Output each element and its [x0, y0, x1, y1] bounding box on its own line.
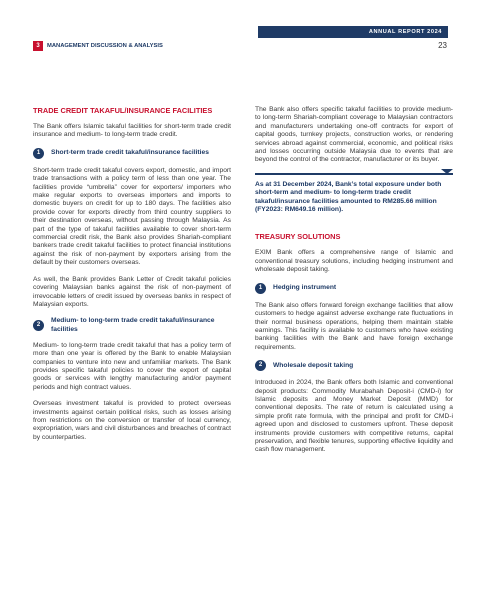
subsection-short-term — [33, 148, 231, 159]
number-badge: 2 — [33, 320, 44, 331]
subsection-title: Short-term trade credit takaful/insurance facilities — [51, 149, 209, 157]
number-badge: 1 — [255, 283, 266, 294]
trade-credit-intro: The Bank offers Islamic takaful facilities for short-term trade credit insurance and medium- to long-term trade credit. — [33, 123, 231, 139]
treasury-heading: TREASURY SOLUTIONS — [255, 232, 341, 242]
section-number-badge: 3 — [33, 41, 43, 51]
paragraph: Medium- to long-term trade credit takaful that has a policy term of more than one year is offered by the Bank to enable Malaysian companies to venture into new and unfamiliar markets. The Bank provides specific takaful policies to cover the export of capital goods or services with lengthy manufacturing and/or payment periods and high contract values. — [33, 341, 231, 391]
subsection-title: Medium- to long-term trade credit takaful/insurance facilities — [51, 317, 215, 333]
callout-pointer — [441, 169, 453, 174]
paragraph: Overseas investment takaful is provided to protect overseas investments against certain political risks, such as losses arising from restrictions on the conversion or transfer of local currency, expropriation, wars and civil disturbances and breaches of contract by counterparties. — [33, 400, 231, 441]
annual-report-banner: ANNUAL REPORT 2024 — [258, 26, 448, 38]
left-column — [33, 106, 231, 450]
subsection-medium-long-term — [33, 317, 231, 333]
paragraph: The Bank also offers forward foreign exchange facilities that allow customers to hedge against adverse exchange rate fluctuations in their normal business operations, helping them maintain stable earnings. This facility is available to customers who have existing banking facilities with the Bank and have foreign exchange requirements. — [255, 301, 453, 351]
trade-credit-heading: TRADE CREDIT TAKAFUL/INSURANCE FACILITIES — [33, 106, 213, 115]
number-badge: 2 — [255, 360, 266, 371]
section-title: MANAGEMENT DISCUSSION & ANALYSIS — [47, 43, 163, 49]
subsection-title: Wholesale deposit taking — [273, 361, 354, 369]
paragraph: Short-term trade credit takaful covers export, domestic, and import trade transactions with a policy term of less than one year. The facilities provide “umbrella” cover for exporters/ importers who make regular exports to overseas importers and imports to domestic buyers on credit for up to 180 days. The facilities also provide cover for exports directly from third country suppliers to their destination overseas, without passing through Malaysia. As part of the type of takaful facilities available to cover short-term commercial credit risk, the Bank also provides Shariah-compliant bankers trade credit takaful facilities to protect financial institutions against the risk of non-payment by exporters arising from the default by their customers overseas. — [33, 166, 231, 267]
page-header — [33, 40, 447, 52]
subsection-wholesale-deposit — [255, 360, 453, 371]
number-badge: 1 — [33, 148, 44, 159]
exposure-callout — [255, 173, 453, 215]
subsection-hedging — [255, 283, 453, 294]
callout-text: As at 31 December 2024, Bank’s total exposure under both short-term and medium- to long-term trade credit takaful/insurance facilities amounted to RM285.66 million (FY2023: RM649.16 million). — [255, 180, 442, 214]
treasury-intro: EXIM Bank offers a comprehensive range of Islamic and conventional treasury solutions, including hedging instrument and wholesale deposit taking. — [255, 249, 453, 274]
subsection-title: Hedging instrument — [273, 284, 337, 292]
paragraph: The Bank also offers specific takaful facilities to provide medium- to long-term Shariah-compliant coverage to Malaysian contractors and manufacturers undertaking one-off contracts for export of capital goods, turnkey projects, construction works, or rendering services abroad against commercial, economic, and political risks and losses occurring outside Malaysia due to events that are beyond the control of the contractor, manufacturer or its buyer. — [255, 106, 453, 164]
page-number: 23 — [438, 41, 447, 50]
callout-rule — [255, 173, 453, 175]
paragraph: As well, the Bank provides Bank Letter of Credit takaful policies covering Malaysian banks against the risk of non-payment of irrevocable letters of credit issued by overseas banks in respect of Malaysian exports. — [33, 275, 231, 308]
right-column — [255, 106, 453, 463]
paragraph: Introduced in 2024, the Bank offers both Islamic and conventional deposit products: Commodity Murabahah Deposit-i (CMD-i) for Islamic deposits and Money Market Deposit (MMD) for conventional deposits. The rate of return is calculated using a simple profit rate formula, with the principal and profit for CMD-i agreed upon and disclosed to customers upfront. These deposit instruments provide customers with competitive returns, capital preservation, and flexible tenures, supporting effective liquidity and cash flow management. — [255, 379, 453, 454]
